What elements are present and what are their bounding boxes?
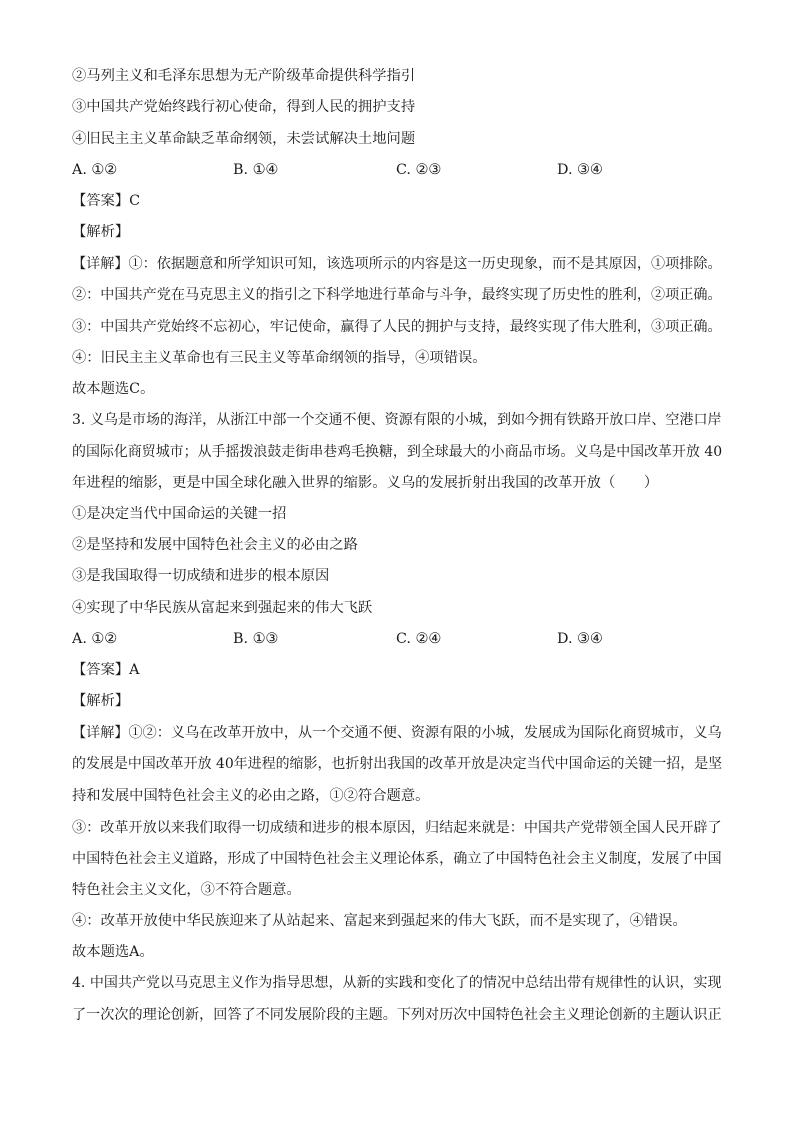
q2-detail-line: ②：中国共产党在马克思主义的指引之下科学地进行革命与斗争，最终实现了历史性的胜利，②项正确。 — [72, 287, 722, 303]
q2-option-c: C. ②③ — [396, 162, 442, 178]
q2-item-2: ②马列主义和毛泽东思想为无产阶级革命提供科学指引 — [72, 68, 416, 84]
q3-item-1: ①是决定当代中国命运的关键一招 — [72, 506, 287, 522]
q3-item-2: ②是坚持和发展中国特色社会主义的必由之路 — [72, 537, 358, 553]
q2-answer: 【答案】C — [72, 193, 141, 209]
q3-detail-line: 特色社会主义文化，③不符合题意。 — [72, 882, 301, 898]
q3-option-d: D. ③④ — [557, 631, 603, 647]
q4-stem-line: 4. 中国共产党以马克思主义作为指导思想，从新的实践和变化了的情况中总结出带有规律性的认识，实现 — [72, 975, 722, 991]
q3-stem-line: 的国际化商贸城市；从手摇拨浪鼓走街串巷鸡毛换糖，到全球最大的小商品市场。义乌是中国改革开放 40 — [72, 444, 723, 460]
q3-detail-line: ③：改革开放以来我们取得一切成绩和进步的根本原因，归结起来就是：中国共产党带领全国人民开辟了 — [72, 820, 722, 836]
q4-stem-line: 了一次次的理论创新，回答了不同发展阶段的主题。下列对历次中国特色社会主义理论创新的主题认识正 — [72, 1007, 722, 1023]
q2-detail-line: ④：旧民主主义革命也有三民主义等革命纲领的指导，④项错误。 — [72, 350, 487, 366]
q2-analysis-heading: 【解析】 — [72, 224, 130, 240]
q3-answer: 【答案】A — [72, 662, 140, 678]
q3-stem-line: 年进程的缩影，更是中国全球化融入世界的缩影。义乌的发展折射出我国的改革开放（ ） — [72, 475, 659, 491]
q2-option-b: B. ①④ — [233, 162, 279, 178]
q3-conclusion: 故本题选A。 — [72, 944, 154, 960]
q2-option-a: A. ①② — [72, 162, 118, 178]
q2-item-4: ④旧民主主义革命缺乏革命纲领，未尝试解决土地问题 — [72, 131, 416, 147]
q3-item-3: ③是我国取得一切成绩和进步的根本原因 — [72, 568, 330, 584]
q2-item-3: ③中国共产党始终践行初心使命，得到人民的拥护支持 — [72, 99, 416, 115]
q2-conclusion: 故本题选C。 — [72, 381, 155, 397]
q3-item-4: ④实现了中华民族从富起来到强起来的伟大飞跃 — [72, 600, 373, 616]
q3-detail-line: 的发展是中国改革开放 40年进程的缩影，也折射出我国的改革开放是决定当代中国命运的关键一招，是坚 — [72, 756, 723, 772]
q3-option-a: A. ①② — [72, 631, 118, 647]
q3-detail-line: 【详解】①②：义乌在改革开放中，从一个交通不便、资源有限的小城，发展成为国际化商贸城市，义乌 — [72, 725, 722, 741]
q3-option-c: C. ②④ — [396, 631, 442, 647]
q2-detail-line: ③：中国共产党始终不忘初心，牢记使命，赢得了人民的拥护与支持，最终实现了伟大胜利，③项正确。 — [72, 319, 722, 335]
q3-analysis-heading: 【解析】 — [72, 693, 130, 709]
q2-detail-line: 【详解】①：依据题意和所学知识可知，该选项所示的内容是这一历史现象，而不是其原因，①项排除。 — [72, 256, 722, 272]
q3-detail-line: 中国特色社会主义道路，形成了中国特色社会主义理论体系，确立了中国特色社会主义制度，发展了中国 — [72, 851, 722, 867]
q2-option-d: D. ③④ — [557, 162, 603, 178]
q3-detail-line: ④：改革开放使中华民族迎来了从站起来、富起来到强起来的伟大飞跃，而不是实现了，④错误。 — [72, 913, 687, 929]
q3-stem-line: 3. 义乌是市场的海洋，从浙江中部一个交通不便、资源有限的小城，到如今拥有铁路开放口岸、空港口岸 — [72, 412, 722, 428]
q3-option-b: B. ①③ — [233, 631, 279, 647]
q3-detail-line: 持和发展中国特色社会主义的必由之路，①②符合题意。 — [72, 788, 430, 804]
